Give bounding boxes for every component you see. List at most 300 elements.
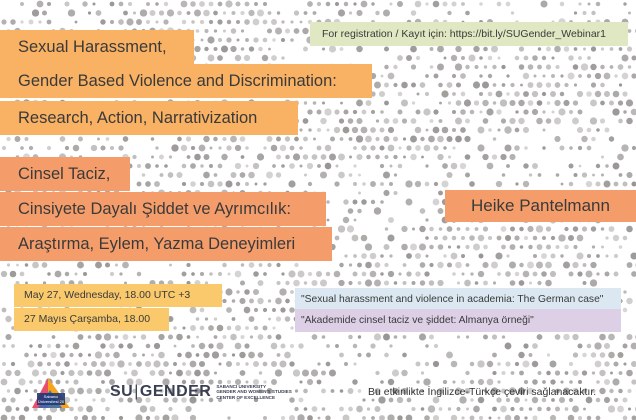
pattern-dot [47,2,51,6]
pattern-dot [329,369,336,376]
pattern-dot [623,362,626,365]
pattern-dot [322,102,325,105]
pattern-dot [276,263,280,267]
pattern-dot [603,180,610,187]
pattern-dot [425,362,429,366]
pattern-dot [393,155,397,159]
pattern-dot [47,344,51,348]
pattern-dot [600,101,605,106]
pattern-dot [140,9,147,16]
pattern-dot [631,379,636,384]
pattern-dot [37,361,42,366]
pattern-dot [389,344,392,347]
pattern-dot [276,334,282,340]
pattern-dot [218,272,222,276]
pattern-dot [478,235,484,241]
pattern-dot [524,56,529,61]
pattern-dot [457,335,460,338]
pattern-dot [240,280,245,285]
pattern-dot [358,389,362,393]
pattern-dot [133,11,136,14]
pattern-dot [515,182,518,185]
pattern-dot [410,46,417,53]
pattern-dot [448,155,451,158]
pattern-dot [18,378,25,385]
pattern-dot [239,352,245,358]
pattern-dot [356,46,363,53]
pattern-dot [538,47,541,50]
pattern-dot [335,2,339,6]
pattern-dot [588,3,591,6]
pattern-dot [109,343,115,349]
pattern-dot [443,146,446,149]
pattern-dot [320,279,327,286]
pattern-dot [434,74,439,79]
pattern-dot [294,137,299,142]
pattern-dot [285,281,289,285]
pattern-dot [263,182,266,185]
pattern-dot [380,164,384,168]
pattern-dot [546,118,551,123]
pattern-dot [100,19,105,24]
pattern-dot [569,110,573,114]
pattern-dot [475,227,479,231]
pattern-dot [509,100,515,106]
pattern-dot [267,28,272,33]
pattern-dot [425,164,428,167]
pattern-dot [362,272,367,277]
pattern-dot [190,361,197,368]
pattern-dot [545,262,552,269]
pattern-dot [142,173,146,177]
pattern-dot [438,83,443,88]
pattern-dot [212,351,219,358]
pattern-dot [430,65,434,69]
pattern-dot [519,227,523,231]
pattern-dot [437,64,444,71]
pattern-dot [95,370,102,377]
pattern-dot [78,137,83,142]
pattern-dot [524,146,527,149]
pattern-dot [370,145,375,150]
pattern-dot [604,361,609,366]
pattern-dot [232,299,235,302]
pattern-dot [415,127,422,134]
pattern-dot [313,138,316,141]
pattern-dot [614,254,618,258]
pattern-dot [290,344,294,348]
pattern-dot [412,101,415,104]
pattern-dot [353,164,356,167]
pattern-dot [623,416,628,420]
pattern-dot [578,146,582,150]
pattern-dot [578,380,582,384]
pattern-dot [558,234,565,241]
pattern-dot [367,407,370,410]
pattern-dot [433,109,438,114]
pattern-dot [528,82,534,88]
pattern-dot [55,271,62,278]
pattern-dot [203,370,210,377]
pattern-dot [563,100,569,106]
pattern-dot [461,236,465,240]
pattern-dot [132,155,136,159]
pattern-dot [83,272,87,276]
pattern-dot [518,118,524,124]
pattern-dot [210,147,213,150]
pattern-dot [303,154,308,159]
pattern-dot [106,137,110,141]
pattern-dot [626,226,633,233]
pattern-dot [568,415,574,420]
pattern-dot [29,344,32,347]
pattern-dot [415,145,421,151]
pattern-dot [619,173,623,177]
pattern-dot [442,235,447,240]
pattern-dot [65,272,70,277]
pattern-dot [55,361,60,366]
pattern-dot [236,362,240,366]
pattern-dot [419,333,426,340]
pattern-dot [316,271,322,277]
pattern-dot [232,317,236,321]
pattern-dot [581,136,587,142]
pattern-dot [155,146,158,149]
pattern-dot [135,414,142,420]
pattern-dot [492,334,497,339]
pattern-dot [295,389,298,392]
pattern-dot [536,225,543,232]
pattern-dot [374,207,381,214]
pattern-dot [176,172,182,178]
pattern-dot [158,334,164,340]
pattern-dot [451,55,457,61]
pattern-dot [415,253,421,259]
pattern-dot [276,316,281,321]
svg-text:Üniversitesi 20: Üniversitesi 20 [37,399,65,404]
pattern-dot [537,281,541,285]
pattern-dot [403,156,406,159]
pattern-dot [465,245,469,249]
pattern-dot [349,156,352,159]
pattern-dot [506,398,510,402]
pattern-dot [501,226,507,232]
pattern-dot [353,344,357,348]
pattern-dot [349,263,352,266]
pattern-dot [232,353,235,356]
pattern-dot [581,63,588,70]
pattern-dot [88,11,91,14]
pattern-dot [154,415,159,420]
pattern-dot [14,370,20,376]
pattern-dot [437,154,443,160]
pattern-dot [583,281,587,285]
pattern-dot [434,182,438,186]
pattern-dot [447,11,451,15]
pattern-dot [465,11,470,16]
pattern-dot [473,406,480,413]
pattern-dot [609,100,614,105]
pattern-dot [151,137,155,141]
pattern-dot [563,334,570,341]
pattern-dot [434,236,438,240]
pattern-dot [1,271,7,277]
pattern-dot [276,281,280,285]
pattern-dot [501,65,505,69]
pattern-dot [393,118,399,124]
pattern-dot [442,127,449,134]
pattern-dot [303,118,309,124]
pattern-dot [317,128,321,132]
pattern-dot [353,272,358,277]
pattern-dot [245,146,248,149]
pattern-dot [158,352,165,359]
pattern-dot [504,126,511,133]
pattern-dot [437,280,443,286]
pattern-dot [609,136,614,141]
pattern-dot [302,28,308,34]
pattern-dot [272,38,275,41]
pattern-dot [619,245,623,249]
pattern-dot [142,354,145,357]
pattern-dot [452,380,455,383]
pattern-dot [356,118,362,124]
pattern-dot [452,110,456,114]
pattern-dot [443,254,446,257]
pattern-dot [461,2,465,6]
pattern-dot [547,353,550,356]
pattern-dot [311,369,318,376]
pattern-dot [493,83,497,87]
pattern-dot [366,353,371,358]
pattern-dot [397,415,402,420]
pattern-dot [241,47,244,50]
pattern-dot [587,128,592,133]
pattern-dot [595,73,601,79]
pattern-dot [470,272,473,275]
pattern-dot [245,326,249,330]
pattern-dot [52,335,56,339]
pattern-dot [502,335,505,338]
pattern-dot [523,343,528,348]
pattern-dot [230,46,236,52]
pattern-dot [348,208,354,214]
pattern-dot [349,137,353,141]
pattern-dot [222,299,226,303]
pattern-dot [257,298,263,304]
pattern-dot [430,47,434,51]
pattern-dot [479,254,484,259]
pattern-dot [352,235,359,242]
pattern-dot [304,101,307,104]
pattern-dot [137,272,141,276]
pattern-dot [596,254,600,258]
pattern-dot [326,128,329,131]
pattern-dot [430,119,434,123]
pattern-dot [356,10,362,16]
pattern-dot [425,182,430,187]
pattern-dot [110,20,114,24]
pattern-dot [101,416,105,420]
pattern-dot [20,272,25,277]
pattern-dot [455,63,462,70]
pattern-dot [433,145,438,150]
pattern-dot [406,253,412,259]
pattern-dot [388,127,394,133]
pattern-dot [169,371,172,374]
pattern-dot [447,262,452,267]
pattern-dot [546,82,551,87]
pattern-dot [331,389,335,393]
pattern-dot [253,19,260,26]
pattern-dot [393,83,397,87]
pattern-dot [569,182,573,186]
pattern-dot [627,262,633,268]
pattern-dot [470,416,475,420]
pattern-dot [515,128,520,133]
pattern-dot [618,119,623,124]
pattern-dot [10,271,17,278]
pattern-dot [203,352,209,358]
pattern-dot [452,146,455,149]
pattern-dot [560,380,563,383]
pattern-dot [482,81,489,88]
pattern-dot [246,165,249,168]
pattern-dot [510,280,516,286]
pattern-dot [390,3,393,6]
pattern-dot [523,181,529,187]
pattern-dot [628,29,632,33]
pattern-dot [343,217,349,223]
pattern-dot [380,272,383,275]
pattern-dot [241,155,245,159]
title-tr-line1: Cinsel Taciz, [0,157,130,191]
pattern-dot [200,164,203,167]
pattern-dot [137,182,142,187]
pattern-dot [5,370,11,376]
pattern-dot [518,100,524,106]
pattern-dot [577,127,583,133]
pattern-dot [263,146,266,149]
pattern-dot [550,253,555,258]
pattern-dot [257,153,264,160]
pattern-dot [20,146,24,150]
pattern-dot [74,398,77,401]
pattern-dot [563,262,570,269]
pattern-dot [514,415,520,420]
pattern-dot [437,46,444,53]
pattern-dot [375,11,379,15]
pattern-dot [177,353,182,358]
pattern-dot [77,388,84,395]
pattern-dot [568,163,573,168]
pattern-dot [501,118,506,123]
pattern-dot [329,154,336,161]
pattern-dot [577,271,582,276]
pattern-dot [384,101,389,106]
pattern-dot [497,128,500,131]
pattern-dot [209,20,213,24]
pattern-dot [542,146,545,149]
pattern-dot [38,344,42,348]
pattern-dot [196,336,199,339]
pattern-dot [465,172,470,177]
pattern-dot [483,281,488,286]
pattern-dot [91,145,97,151]
pattern-dot [214,335,218,339]
pattern-dot [618,389,623,394]
pattern-dot [182,272,187,277]
pattern-dot [527,262,534,269]
pattern-dot [524,380,528,384]
pattern-dot [275,28,282,35]
pattern-dot [258,280,264,286]
pattern-dot [392,369,399,376]
pattern-dot [631,343,636,350]
pattern-dot [631,361,636,367]
pattern-dot [478,127,485,134]
pattern-dot [370,181,376,187]
pattern-dot [118,343,123,348]
pattern-dot [477,360,484,367]
pattern-dot [194,10,201,17]
pattern-dot [227,20,231,24]
pattern-dot [190,415,196,420]
pattern-dot [483,118,489,124]
pattern-dot [245,2,250,7]
pattern-dot [576,252,583,259]
pattern-dot [555,334,561,340]
pattern-dot [578,74,582,78]
pattern-dot [537,407,542,412]
pattern-dot [601,47,604,50]
pattern-dot [65,344,68,347]
pattern-dot [365,262,372,269]
talk-title-en: "Sexual harassment and violence in academia: The German case" [295,288,621,311]
pattern-dot [124,371,127,374]
pattern-dot [281,38,285,42]
pattern-dot [536,261,543,268]
pattern-dot [259,263,263,267]
talk-title-tr: "Akademide cinsel taciz ve şiddet: Almanya örneği" [295,309,621,332]
pattern-dot [536,82,542,88]
pattern-dot [623,308,628,313]
pattern-dot [393,65,397,69]
pattern-dot [294,263,298,267]
pattern-dot [596,398,601,403]
pattern-dot [497,236,502,241]
pattern-dot [174,345,177,348]
pattern-dot [375,137,379,141]
pattern-dot [398,110,403,115]
pattern-dot [92,398,95,401]
pattern-dot [208,325,214,331]
pattern-dot [119,272,122,275]
pattern-dot [402,353,407,358]
date-en: May 27, Wednesday, 18.00 UTC +3 [14,284,222,307]
pattern-dot [572,406,579,413]
pattern-dot [225,288,232,295]
pattern-dot [151,156,154,159]
pattern-dot [380,182,384,186]
pattern-dot [245,182,249,186]
pattern-dot [263,272,267,276]
registration-link[interactable]: For registration / Kayıt için: https://bit.ly/SUGender_Webinar1 [310,22,628,46]
pattern-dot [384,280,389,285]
pattern-dot [15,136,21,142]
pattern-dot [119,416,123,420]
pattern-dot [555,82,561,88]
